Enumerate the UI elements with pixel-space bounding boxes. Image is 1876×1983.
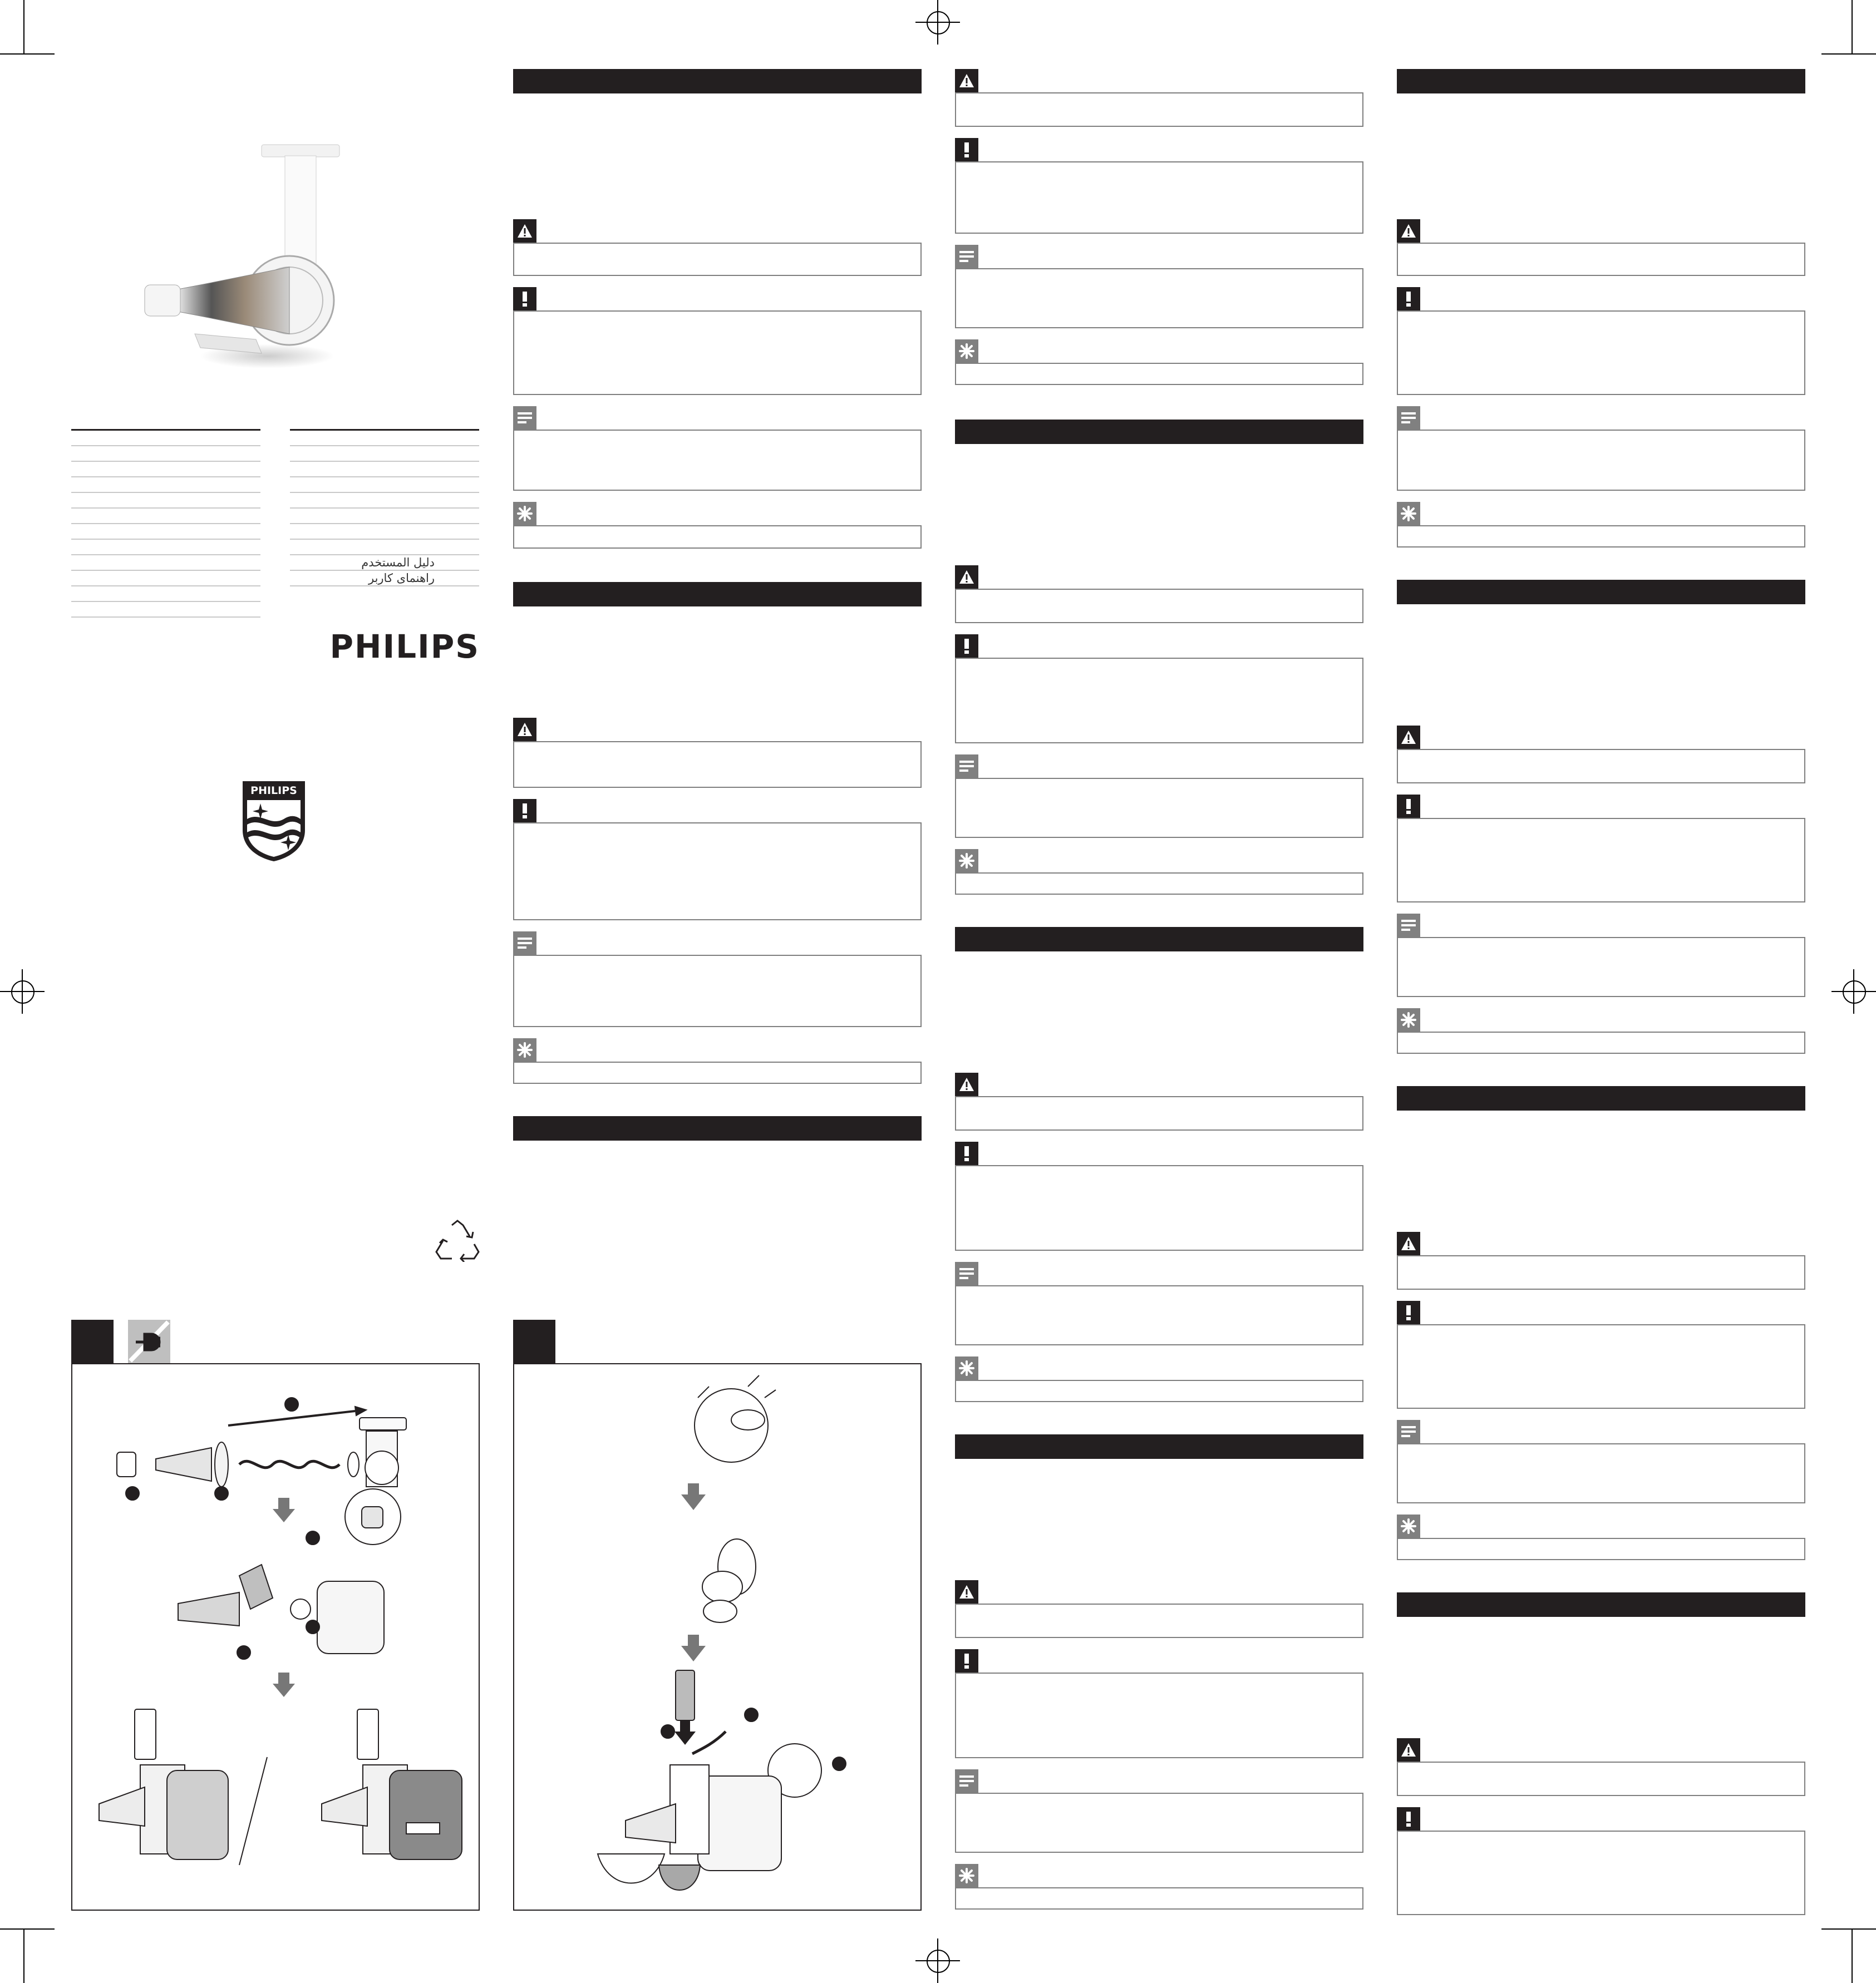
crop-mark — [1852, 0, 1853, 55]
note-box — [955, 1285, 1363, 1345]
exclamation-icon — [513, 287, 536, 310]
caution-box — [955, 658, 1363, 743]
section-header-bar — [955, 1434, 1363, 1459]
tip-asterisk-icon — [955, 339, 978, 363]
tip-box — [1397, 525, 1805, 547]
exclamation-icon — [1397, 1807, 1420, 1831]
tip-asterisk-icon — [955, 849, 978, 872]
registration-mark — [915, 0, 960, 45]
tip-box — [955, 872, 1363, 895]
product-image — [128, 134, 362, 378]
note-lines-icon — [1397, 914, 1420, 937]
caution-box — [1397, 1324, 1805, 1409]
warning-box — [1397, 1255, 1805, 1290]
caution-box — [1397, 818, 1805, 902]
warning-triangle-icon — [1397, 1232, 1420, 1255]
section-header-bar — [513, 582, 922, 606]
note-lines-icon — [955, 1769, 978, 1793]
recycle-icon — [435, 1220, 480, 1262]
warning-triangle-icon — [955, 1073, 978, 1096]
toc-right — [290, 429, 479, 586]
section-header-bar — [955, 927, 1363, 951]
tip-asterisk-icon — [1397, 1515, 1420, 1538]
crop-mark — [23, 1928, 24, 1983]
warning-box — [955, 1604, 1363, 1638]
tip-box — [1397, 1032, 1805, 1054]
note-box — [955, 778, 1363, 838]
warning-box — [1397, 243, 1805, 276]
crop-mark — [1821, 1928, 1876, 1930]
exclamation-icon — [955, 634, 978, 658]
brand-wordmark: PHILIPS — [329, 628, 480, 665]
section-header-bar — [1397, 1086, 1805, 1111]
subtitle-persian: راهنمای کاربر — [368, 571, 435, 585]
note-box — [1397, 1443, 1805, 1503]
exclamation-icon — [955, 1142, 978, 1165]
figure-assembly — [71, 1363, 480, 1911]
warning-triangle-icon — [1397, 1738, 1420, 1762]
caution-box — [1397, 1831, 1805, 1915]
crop-mark — [23, 0, 24, 55]
unplug-icon — [128, 1320, 170, 1363]
note-box — [955, 1793, 1363, 1853]
warning-box — [955, 589, 1363, 623]
toc-left — [71, 429, 260, 618]
column-3 — [1397, 69, 1805, 1915]
tip-asterisk-icon — [1397, 1008, 1420, 1032]
warning-triangle-icon — [1397, 726, 1420, 749]
warning-box — [1397, 749, 1805, 783]
philips-shield-logo — [240, 779, 307, 862]
warning-triangle-icon — [955, 565, 978, 589]
note-box — [1397, 937, 1805, 997]
tip-asterisk-icon — [1397, 502, 1420, 525]
figure-usage — [513, 1363, 922, 1911]
exclamation-icon — [513, 799, 536, 822]
tip-asterisk-icon — [513, 502, 536, 525]
tip-box — [1397, 1538, 1805, 1560]
warning-box — [513, 741, 922, 788]
note-box — [513, 430, 922, 491]
section-header-bar — [1397, 1592, 1805, 1617]
exclamation-icon — [955, 138, 978, 161]
warning-box — [955, 92, 1363, 127]
subtitle-arabic: دليل المستخدم — [361, 556, 435, 569]
tip-box — [955, 1887, 1363, 1910]
exclamation-icon — [955, 1649, 978, 1673]
crop-mark — [0, 1928, 55, 1930]
crop-mark — [1852, 1928, 1853, 1983]
note-lines-icon — [1397, 406, 1420, 430]
section-header-bar — [1397, 69, 1805, 93]
note-box — [955, 268, 1363, 328]
section-header-bar — [955, 420, 1363, 444]
crop-mark — [0, 53, 55, 55]
tip-box — [513, 1062, 922, 1084]
warning-box — [1397, 1762, 1805, 1796]
exclamation-icon — [1397, 287, 1420, 310]
registration-mark — [1831, 969, 1876, 1014]
tip-box — [513, 525, 922, 549]
warning-box — [955, 1096, 1363, 1131]
section-header-bar — [1397, 580, 1805, 604]
warning-triangle-icon — [513, 718, 536, 741]
tip-asterisk-icon — [955, 1356, 978, 1380]
note-lines-icon — [513, 931, 536, 955]
tip-asterisk-icon — [955, 1864, 978, 1887]
warning-triangle-icon — [955, 69, 978, 92]
tip-box — [955, 1380, 1363, 1402]
warning-triangle-icon — [513, 219, 536, 243]
caution-box — [955, 1673, 1363, 1758]
crop-mark — [1821, 53, 1876, 55]
caution-box — [513, 310, 922, 395]
caution-box — [513, 822, 922, 920]
exclamation-icon — [1397, 795, 1420, 818]
section-header-bar — [513, 69, 922, 93]
note-lines-icon — [513, 406, 536, 430]
note-box — [513, 955, 922, 1027]
registration-mark — [0, 969, 45, 1014]
registration-mark — [915, 1938, 960, 1983]
tip-asterisk-icon — [513, 1038, 536, 1062]
caution-box — [955, 1165, 1363, 1251]
warning-box — [513, 243, 922, 276]
warning-triangle-icon — [1397, 219, 1420, 243]
note-lines-icon — [955, 1262, 978, 1285]
note-lines-icon — [1397, 1420, 1420, 1443]
figure-number-box — [513, 1320, 555, 1363]
warning-triangle-icon — [955, 1580, 978, 1604]
column-2 — [955, 69, 1363, 1910]
shield-text: PHILIPS — [250, 785, 297, 797]
note-box — [1397, 430, 1805, 491]
tip-box — [955, 363, 1363, 385]
caution-box — [955, 161, 1363, 234]
caution-box — [1397, 310, 1805, 395]
note-lines-icon — [955, 245, 978, 268]
section-header-bar — [513, 1116, 922, 1141]
figure-number-box — [71, 1320, 114, 1363]
column-1 — [513, 69, 922, 1141]
exclamation-icon — [1397, 1301, 1420, 1324]
note-lines-icon — [955, 754, 978, 778]
